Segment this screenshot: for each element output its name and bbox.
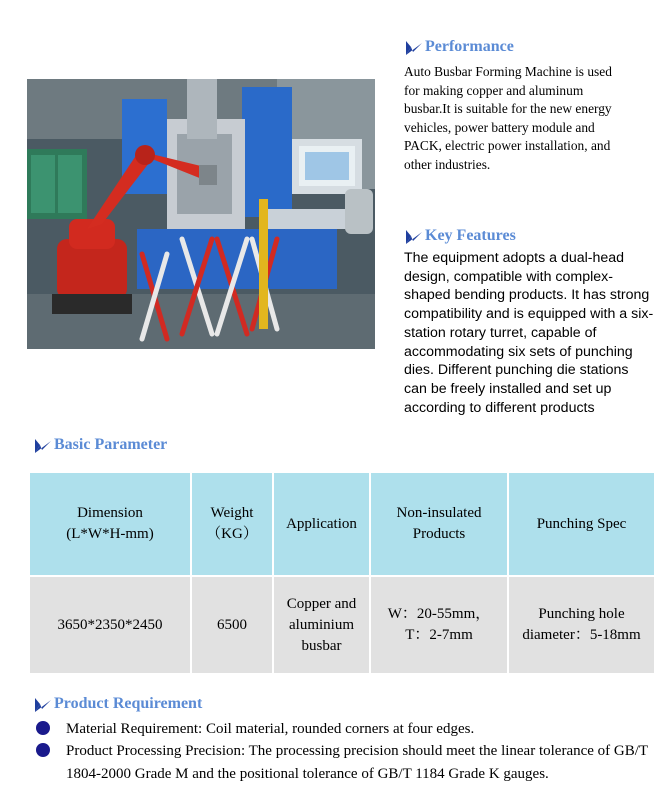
cell-dimension: 3650*2350*2450 [30,577,190,673]
cell-line: aluminium [289,616,354,633]
list-item [33,740,653,785]
header-line: Application [286,515,357,532]
header-dimension [30,473,190,575]
requirement-list [33,718,653,785]
requirement-text: Material Requirement: Coil material, rounded corners at four edges. [66,721,475,737]
requirement-text: Product Processing Precision: The processing precision should meet the linear tolerance of GB/T 1804-2000 Grade M and the positional tolerance of GB/T 1184 Grade K gauges. [66,743,648,782]
performance-text: Auto Busbar Forming Machine is used for making copper and aluminum busbar.It is suitable for the new energy vehicles, power battery module and PACK, electric power installation, and other industries. [404,64,612,172]
header-line: Dimension [77,505,143,521]
cell-line: T：2-7mm [405,627,473,643]
arrow-icon [33,695,53,713]
key-features-heading-text: Key Features [425,227,516,244]
arrow-icon [404,227,424,245]
key-features-heading [404,227,516,245]
cell-punching [509,577,654,673]
header-line: Products [412,526,466,542]
basic-parameter-heading [33,436,167,454]
basic-parameter-heading-text: Basic Parameter [54,436,168,453]
cell-line: Copper and [286,595,357,612]
performance-heading-text: Performance [425,38,514,55]
header-line: （KG） [206,526,258,542]
cell-weight: 6500 [192,577,272,673]
product-requirement-heading [33,695,202,713]
performance-heading [404,38,514,56]
header-products [371,473,507,575]
header-application [274,473,369,575]
header-line: Weight [210,505,254,521]
cell-line: busbar [301,637,342,654]
key-features-text: The equipment adopts a dual-head design, compatible with complex-shaped bending products. It has strong compatibility and is equipped with a six-station rotary turret, capable of accommodating six sets of punching dies. Different punching die stations can be freely installed and set up according to different products [404,250,654,416]
header-line: (L*W*H-mm) [66,526,154,542]
table-row [30,577,654,673]
cell-application [274,577,369,673]
bullet-icon [36,721,50,735]
header-punching [509,473,654,575]
arrow-icon [33,436,53,454]
product-requirement-heading-text: Product Requirement [54,695,203,712]
arrow-icon [404,38,424,56]
cell-line: diameter：5-18mm [522,627,641,643]
table-header-row [30,473,654,575]
header-line: Non-insulated [396,505,482,521]
cell-products [371,577,507,673]
bullet-icon [36,743,50,757]
header-line: Punching Spec [536,515,627,532]
list-item [33,718,653,740]
header-weight [192,473,272,575]
basic-parameter-table [28,471,656,675]
machine-photo [27,79,375,349]
cell-line: Punching hole [538,606,625,622]
cell-line: W：20-55mm， [387,606,491,622]
